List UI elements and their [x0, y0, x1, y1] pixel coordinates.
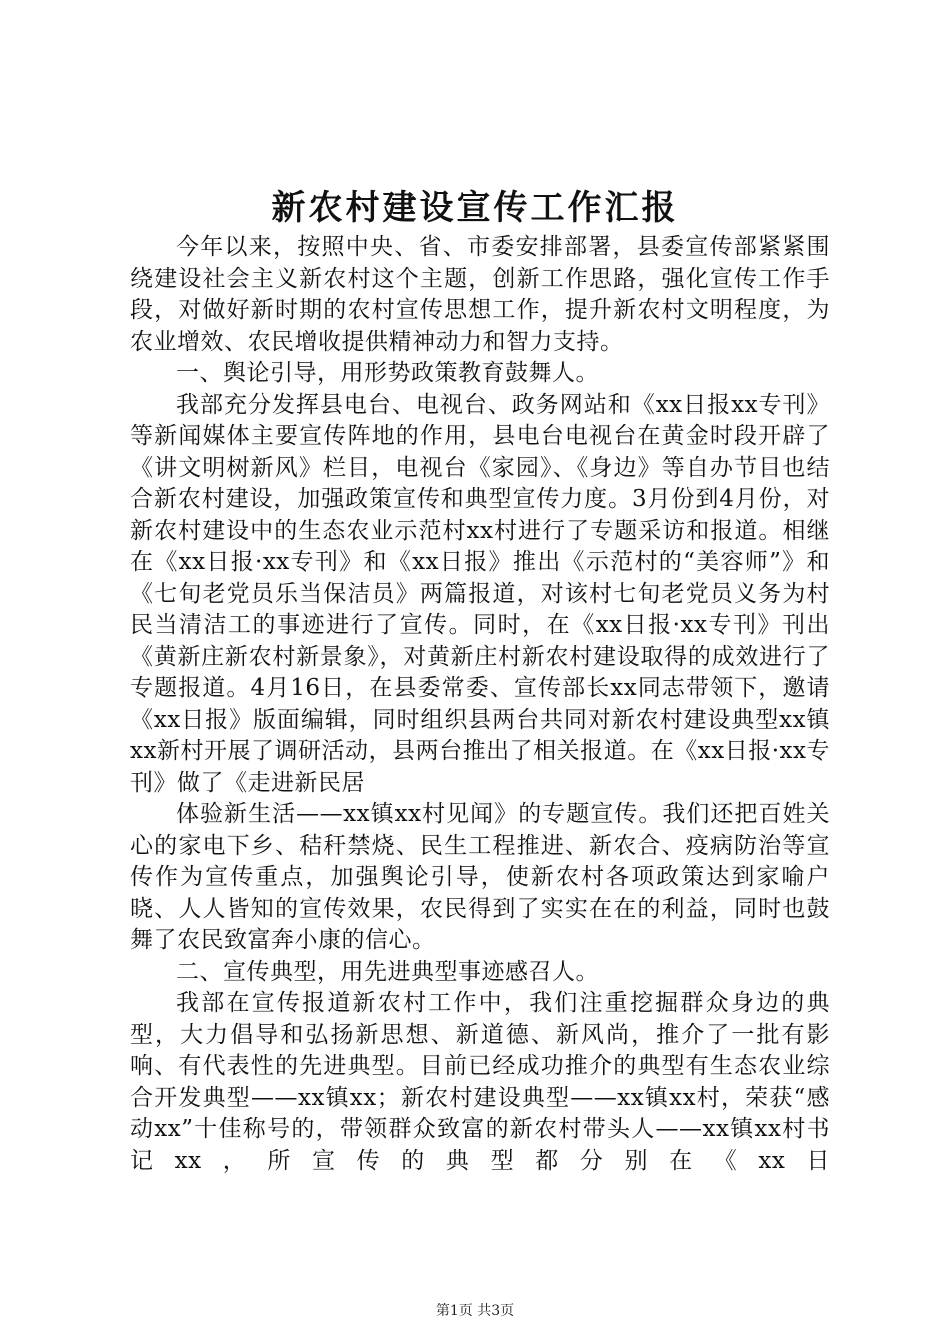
page-footer: 第1页 共3页 [435, 1303, 515, 1319]
intro-paragraph: 今年以来，按照中央、省、市委安排部署，县委宣传部紧紧围绕建设社会主义新农村这个主题，创新工作思路，强化宣传工作手段，对做好新时期的农村宣传思想工作，提升新农村文明程度，为农业增效、农民增收提供精神动力和智力支持。 [130, 234, 830, 355]
section-2-paragraph: 我部在宣传报道新农村工作中，我们注重挖掘群众身边的典型，大力倡导和弘扬新思想、新道德、新风尚，推介了一批有影响、有代表性的先进典型。目前已经成功推介的典型有生态农业综合开发典型——xx镇xx；新农村建设典型——xx镇xx村，荣获“感动xx”十佳称号的，带领群众致富的新农村带头人——xx镇xx村书记xx，所宣传的典型都分别在《xx日 [130, 990, 830, 1174]
section-1-paragraph-continued: 体验新生活——xx镇xx村见闻》的专题宣传。我们还把百姓关心的家电下乡、秸秆禁烧、民生工程推进、新农合、疫病防治等宣传作为宣传重点，加强舆论引导，使新农村各项政策达到家喻户晓、人人皆知的宣传效果，农民得到了实实在在的利益，同时也鼓舞了农民致富奔小康的信心。 [130, 801, 830, 953]
document-title: 新农村建设宣传工作汇报 [271, 188, 679, 228]
section-heading-2: 二、宣传典型，用先进典型事迹感召人。 [176, 958, 599, 985]
document-body [130, 232, 830, 1177]
section-heading-1: 一、舆论引导，用形势政策教育鼓舞人。 [176, 360, 599, 386]
section-1-paragraph: 我部充分发挥县电台、电视台、政务网站和《xx日报xx专刊》等新闻媒体主要宣传阵地的作用，县电台电视台在黄金时段开辟了《讲文明树新风》栏目，电视台《家园》、《身边》等自办节目也结合新农村建设，加强政策宣传和典型宣传力度。3月份到4月份，对新农村建设中的生态农业示范村xx村进行了专题采访和报道。相继在《xx日报·xx专刊》和《xx日报》推出《示范村的“美容师”》和《七旬老党员乐当保洁员》两篇报道，对该村七旬老党员义务为村民当清洁工的事迹进行了宣传。同时，在《xx日报·xx专刊》刊出《黄新庄新农村新景象》，对黄新庄村新农村建设取得的成效进行了专题报道。4月16日，在县委常委、宣传部长xx同志带领下，邀请《xx日报》版面编辑，同时组织县两台共同对新农村建设典型xx镇xx新村开展了调研活动，县两台推出了相关报道。在《xx日报·xx专刊》做了《走进新民居 [130, 391, 830, 796]
